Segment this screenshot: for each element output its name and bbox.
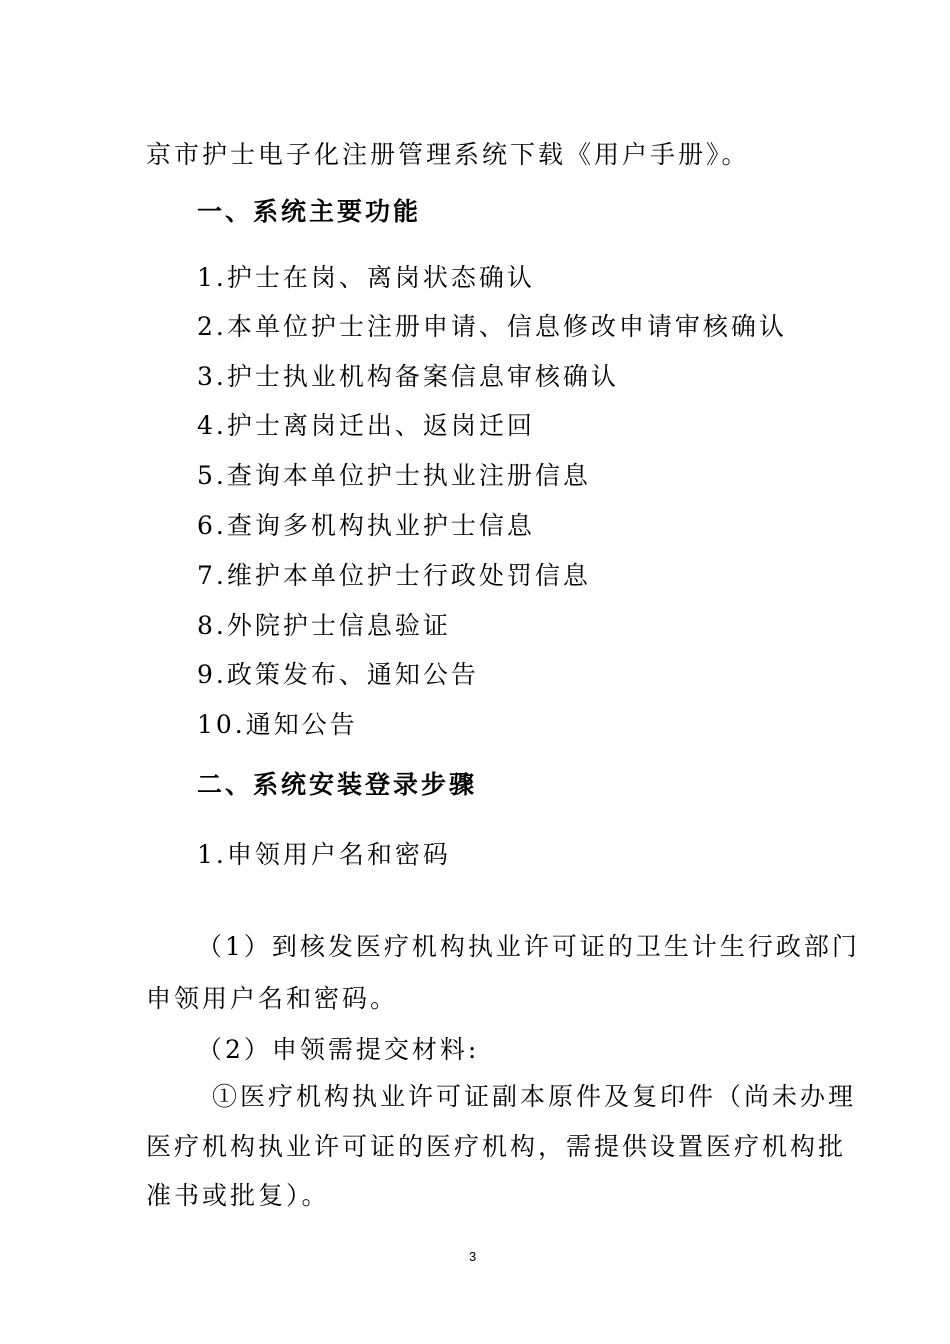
list-item: 6.查询多机构执业护士信息 xyxy=(197,511,535,540)
paragraph-line: （2）申领需提交材料: xyxy=(197,1035,480,1064)
list-item: 8.外院护士信息验证 xyxy=(197,611,451,640)
list-item: 7.维护本单位护士行政处罚信息 xyxy=(197,561,591,590)
step-heading: 1.申领用户名和密码 xyxy=(197,840,451,869)
paragraph-line: 医疗机构执业许可证的医疗机构，需提供设置医疗机构批 xyxy=(146,1132,847,1161)
list-item: 5.查询本单位护士执业注册信息 xyxy=(197,461,591,490)
section-heading-install-steps: 二、系统安装登录步骤 xyxy=(197,770,478,799)
paragraph-line: ①医疗机构执业许可证副本原件及复印件（尚未办理 xyxy=(212,1082,857,1111)
list-item: 9.政策发布、通知公告 xyxy=(197,660,479,689)
paragraph-line: 准书或批复）。 xyxy=(146,1181,330,1210)
list-item: 1.护士在岗、离岗状态确认 xyxy=(197,263,535,292)
section-heading-main-functions: 一、系统主要功能 xyxy=(197,197,422,226)
paragraph-line: （1）到核发医疗机构执业许可证的卫生计生行政部门 xyxy=(197,932,860,961)
intro-tail-text: 京市护士电子化注册管理系统下载《用户手册》。 xyxy=(146,140,750,169)
list-item: 3.护士执业机构备案信息审核确认 xyxy=(197,362,619,391)
list-item: 2.本单位护士注册申请、信息修改申请审核确认 xyxy=(197,312,787,341)
list-item: 4.护士离岗迁出、返岗迁回 xyxy=(197,411,535,440)
list-item: 10.通知公告 xyxy=(197,710,358,739)
paragraph-line: 申领用户名和密码。 xyxy=(146,984,399,1013)
page-number: 3 xyxy=(469,1249,477,1264)
